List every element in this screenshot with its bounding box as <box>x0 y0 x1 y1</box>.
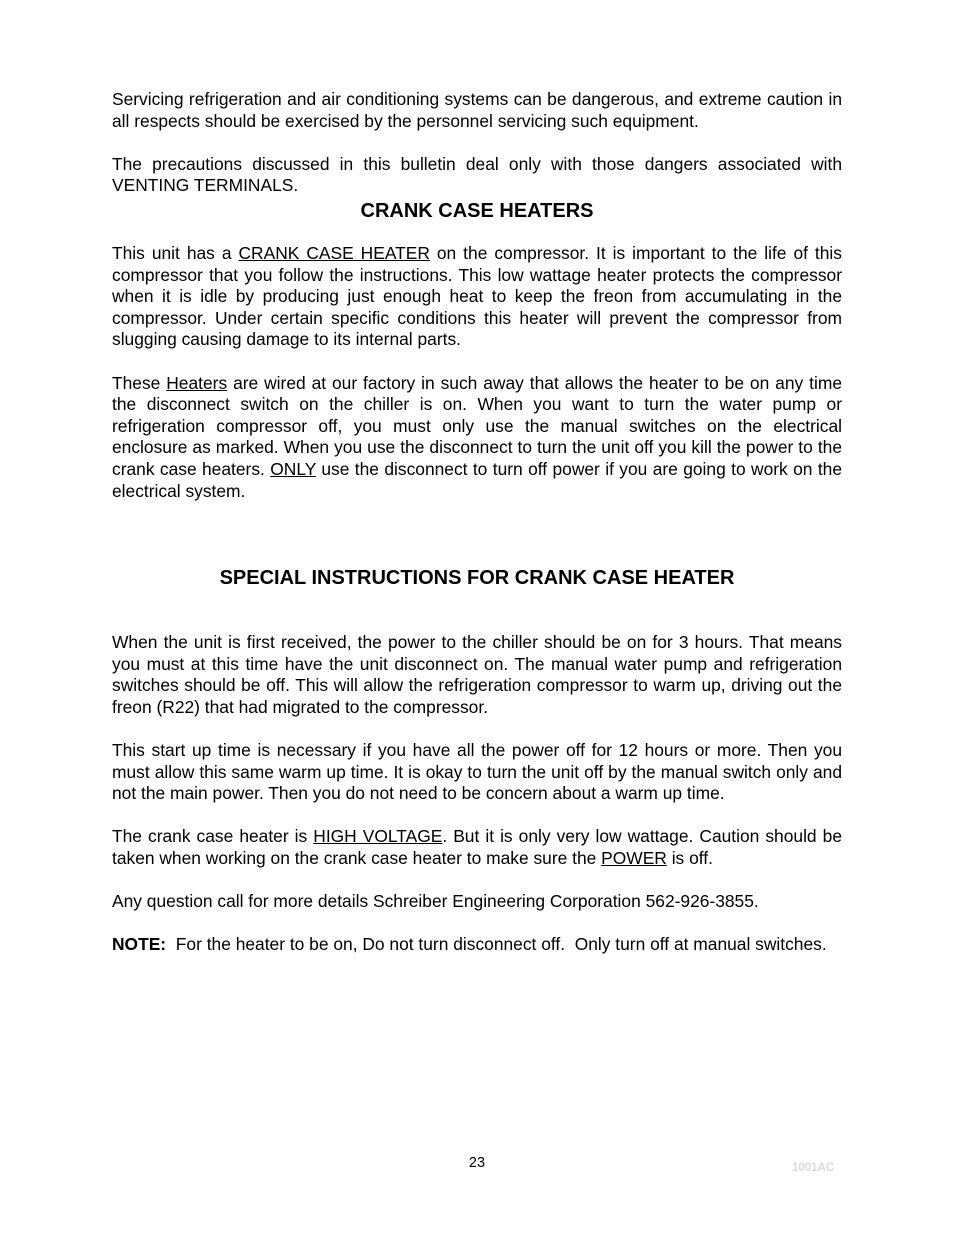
underlined-term: ONLY <box>270 458 316 479</box>
text-run: use the disconnect to turn off power if you are going to work on the electrical system. <box>112 458 842 501</box>
underlined-term: Heaters <box>166 372 228 393</box>
text-run: on the compressor. It is important to the life of this compressor that you follow the instructions. This low wattage heater protects the compressor when it is idle by producing just enough heat to keep the freon from accumulating in the compressor. Under certain specific conditions this heater will prevent the compressor from slugging causing damage to its internal parts. <box>112 242 842 350</box>
document-code: 1001AC <box>792 1162 835 1174</box>
text-run: These <box>112 372 167 393</box>
note-paragraph <box>112 934 842 956</box>
special-paragraph-4: Any question call for more details Schreiber Engineering Corporation 562-926-3855. <box>112 891 759 912</box>
underlined-term: HIGH VOLTAGE <box>313 826 443 847</box>
intro-paragraph-2: The precautions discussed in this bulletin deal only with those dangers associated with VENTING TERMINALS. <box>112 153 842 196</box>
note-text: For the heater to be on, Do not turn disconnect off. Only turn off at manual switches. <box>166 934 827 955</box>
crank-case-paragraph-1 <box>112 243 842 351</box>
underlined-term: CRANK CASE HEATER <box>238 242 430 263</box>
text-run: are wired at our factory in such away that allows the heater to be on any time the disconnect switch on the chiller is on. When you want to turn the water pump or refrigeration compressor off, you must only use the manual switches on the electrical enclosure as marked. When you use the disconnect to turn the unit off you kill the power to the crank case heaters. <box>112 372 842 479</box>
document-body <box>112 89 842 956</box>
section-heading-crank-case-heaters: CRANK CASE HEATERS <box>360 199 594 222</box>
text-run: This unit has a <box>112 242 239 263</box>
special-paragraph-2: This start up time is necessary if you have all the power off for 12 hours or more. Then you must allow this same warm up time. It is okay to turn the unit off by the manual switch only and not the main power. Then you do not need to be concern about a warm up time. <box>112 740 842 804</box>
page-number: 23 <box>468 1155 486 1171</box>
text-run: is off. <box>666 848 713 869</box>
note-label: NOTE: <box>112 934 167 955</box>
section-heading-special-instructions: SPECIAL INSTRUCTIONS FOR CRANK CASE HEATER <box>219 567 735 590</box>
special-paragraph-1: When the unit is first received, the power to the chiller should be on for 3 hours. That means you must at this time have the unit disconnect on. The manual water pump and refrigeration switches should be off. This will allow the refrigeration compressor to warm up, driving out the freon (R22) that had migrated to the compressor. <box>112 632 842 717</box>
text-run: . But it is only very low wattage. Caution should be taken when working on the crank case heater to make sure the <box>112 826 842 869</box>
text-run: The crank case heater is <box>112 826 314 847</box>
intro-paragraph-1: Servicing refrigeration and air conditioning systems can be dangerous, and extreme caution in all respects should be exercised by the personnel servicing such equipment. <box>112 89 842 131</box>
crank-case-paragraph-2 <box>112 373 842 503</box>
special-paragraph-3 <box>112 826 842 869</box>
underlined-term: POWER <box>601 848 667 869</box>
